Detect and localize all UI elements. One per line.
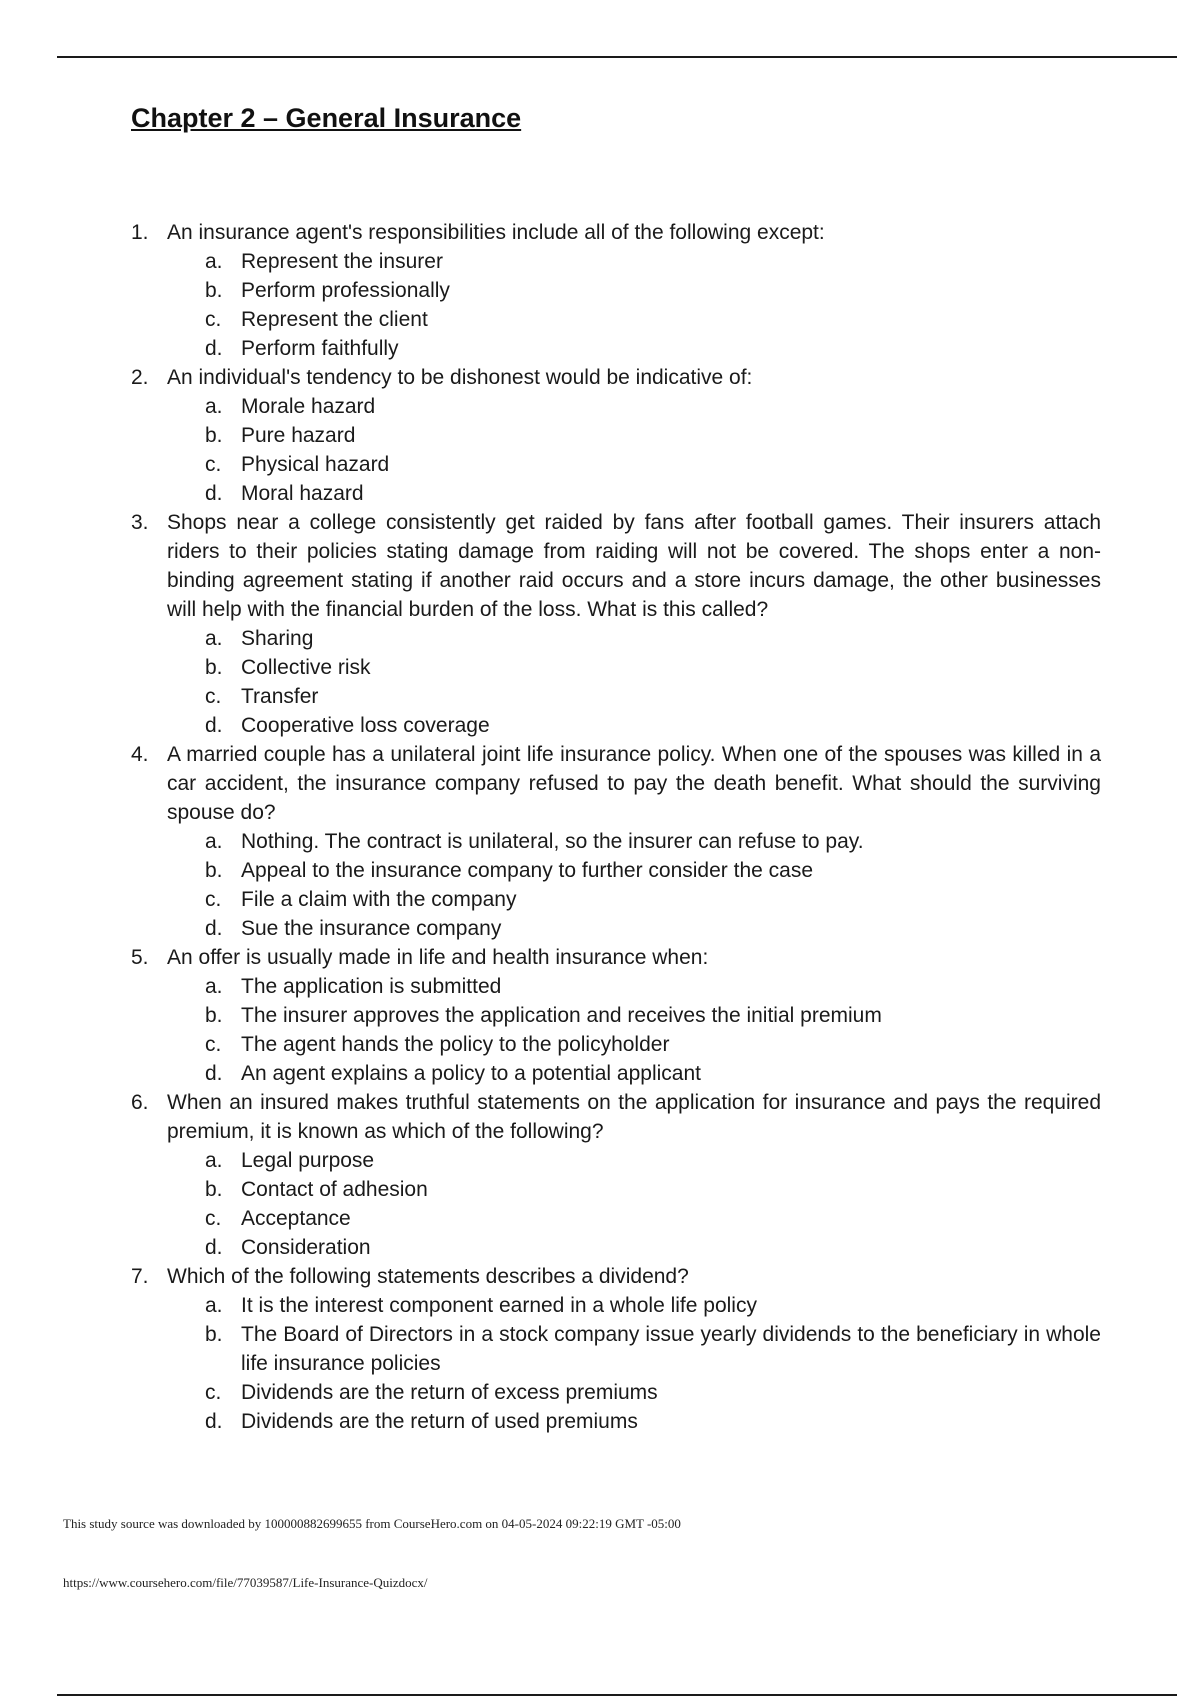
option-text: Cooperative loss coverage [241,714,490,737]
answer-options [205,1291,1101,1436]
question-body [167,1262,1101,1436]
option-letter: a. [205,975,223,998]
option-letter: a. [205,250,223,273]
option-text: Collective risk [241,656,371,679]
question-body [167,363,1101,508]
answer-option [205,276,1101,305]
option-text: Perform faithfully [241,337,399,360]
option-letter: d. [205,337,223,360]
top-rule [57,56,1177,58]
answer-option [205,1378,1101,1407]
question-item [131,1262,1101,1436]
answer-option [205,624,1101,653]
question-text: An individual's tendency to be dishonest would be indicative of: [167,366,753,389]
option-text: Appeal to the insurance company to further consider the case [241,859,814,882]
question-number: 5. [131,946,149,969]
option-text: Morale hazard [241,395,376,418]
option-text: Physical hazard [241,453,390,476]
document-body [131,100,1101,1436]
answer-options [205,624,1101,740]
option-letter: a. [205,395,223,418]
option-text: Sue the insurance company [241,917,502,940]
option-letter: b. [205,1004,223,1027]
option-letter: d. [205,1410,223,1433]
option-text: Transfer [241,685,319,708]
answer-option [205,1233,1101,1262]
question-text: When an insured makes truthful statements on the application for insurance and pays the required premium, it is known as which of the following? [167,1091,1101,1143]
answer-option [205,653,1101,682]
answer-option [205,479,1101,508]
option-letter: b. [205,424,223,447]
option-text: Pure hazard [241,424,356,447]
option-letter: a. [205,830,223,853]
source-url[interactable]: https://www.coursehero.com/file/77039587/Life-Insurance-Quizdocx/ [63,1575,428,1590]
answer-option [205,421,1101,450]
option-letter: a. [205,627,223,650]
answer-option [205,1146,1101,1175]
question-text: An offer is usually made in life and health insurance when: [167,946,709,969]
option-letter: c. [205,308,222,331]
answer-option [205,305,1101,334]
answer-options [205,972,1101,1088]
answer-options [205,247,1101,363]
option-letter: d. [205,482,223,505]
option-text: Moral hazard [241,482,364,505]
question-body [167,1088,1101,1262]
question-item [131,363,1101,508]
option-letter: b. [205,1178,223,1201]
option-text: Sharing [241,627,314,650]
page-title: Chapter 2 – General Insurance [131,103,522,133]
question-text: An insurance agent's responsibilities include all of the following except: [167,221,825,244]
question-list [131,218,1101,1436]
option-letter: d. [205,714,223,737]
option-text: The Board of Directors in a stock company issue yearly dividends to the beneficiary in whole life insurance policies [241,1323,1101,1375]
answer-option [205,334,1101,363]
question-number: 7. [131,1265,149,1288]
question-text: Which of the following statements describes a dividend? [167,1265,689,1288]
question-body [167,740,1101,943]
option-text: File a claim with the company [241,888,517,911]
answer-option [205,1320,1101,1378]
question-number: 3. [131,511,149,534]
option-text: Represent the client [241,308,428,331]
option-text: It is the interest component earned in a whole life policy [241,1294,757,1317]
option-text: Represent the insurer [241,250,443,273]
option-text: Contact of adhesion [241,1178,428,1201]
option-letter: c. [205,888,222,911]
answer-option [205,1291,1101,1320]
answer-option [205,1204,1101,1233]
answer-option [205,972,1101,1001]
question-number: 2. [131,366,149,389]
answer-option [205,885,1101,914]
option-letter: c. [205,1381,222,1404]
answer-option [205,1059,1101,1088]
download-notice: This study source was downloaded by 100000882699655 from CourseHero.com on 04-05-2024 09:22:19 GMT -05:00 [63,1516,681,1531]
question-item [131,1088,1101,1262]
bottom-rule [57,1694,1177,1696]
answer-option [205,1030,1101,1059]
answer-options [205,827,1101,943]
answer-option [205,450,1101,479]
option-text: Dividends are the return of excess premiums [241,1381,658,1404]
question-body [167,218,1101,363]
option-text: Nothing. The contract is unilateral, so the insurer can refuse to pay. [241,830,864,853]
option-letter: d. [205,1062,223,1085]
option-text: Acceptance [241,1207,351,1230]
option-letter: d. [205,917,223,940]
answer-option [205,827,1101,856]
option-letter: c. [205,453,222,476]
option-text: An agent explains a policy to a potential applicant [241,1062,701,1085]
option-text: The application is submitted [241,975,502,998]
option-letter: b. [205,859,223,882]
option-letter: c. [205,685,222,708]
option-letter: d. [205,1236,223,1259]
option-letter: a. [205,1149,223,1172]
answer-option [205,914,1101,943]
option-text: Perform professionally [241,279,450,302]
option-letter: b. [205,656,223,679]
question-number: 6. [131,1091,149,1114]
option-text: Dividends are the return of used premiums [241,1410,638,1433]
option-letter: b. [205,279,223,302]
question-item [131,218,1101,363]
answer-options [205,1146,1101,1262]
answer-option [205,1407,1101,1436]
answer-option [205,1001,1101,1030]
question-text: Shops near a college consistently get raided by fans after football games. Their insurers attach riders to their policies stating damage from raiding will not be covered. The shops enter a non-binding agreement stating if another raid occurs and a store incurs damage, the other businesses will help with the financial burden of the loss. What is this called? [167,511,1101,621]
answer-option [205,1175,1101,1204]
option-letter: c. [205,1033,222,1056]
option-letter: c. [205,1207,222,1230]
question-number: 1. [131,221,149,244]
option-letter: a. [205,1294,223,1317]
question-body [167,943,1101,1088]
question-text: A married couple has a unilateral joint life insurance policy. When one of the spouses was killed in a car accident, the insurance company refused to pay the death benefit. What should the surviving spouse do? [167,743,1101,824]
answer-option [205,711,1101,740]
answer-option [205,682,1101,711]
option-text: The agent hands the policy to the policyholder [241,1033,670,1056]
option-text: Legal purpose [241,1149,375,1172]
question-number: 4. [131,743,149,766]
answer-option [205,856,1101,885]
question-item [131,740,1101,943]
answer-options [205,392,1101,508]
option-letter: b. [205,1323,223,1346]
answer-option [205,392,1101,421]
option-text: Consideration [241,1236,371,1259]
question-body [167,508,1101,740]
question-item [131,943,1101,1088]
answer-option [205,247,1101,276]
question-item [131,508,1101,740]
option-text: The insurer approves the application and receives the initial premium [241,1004,882,1027]
